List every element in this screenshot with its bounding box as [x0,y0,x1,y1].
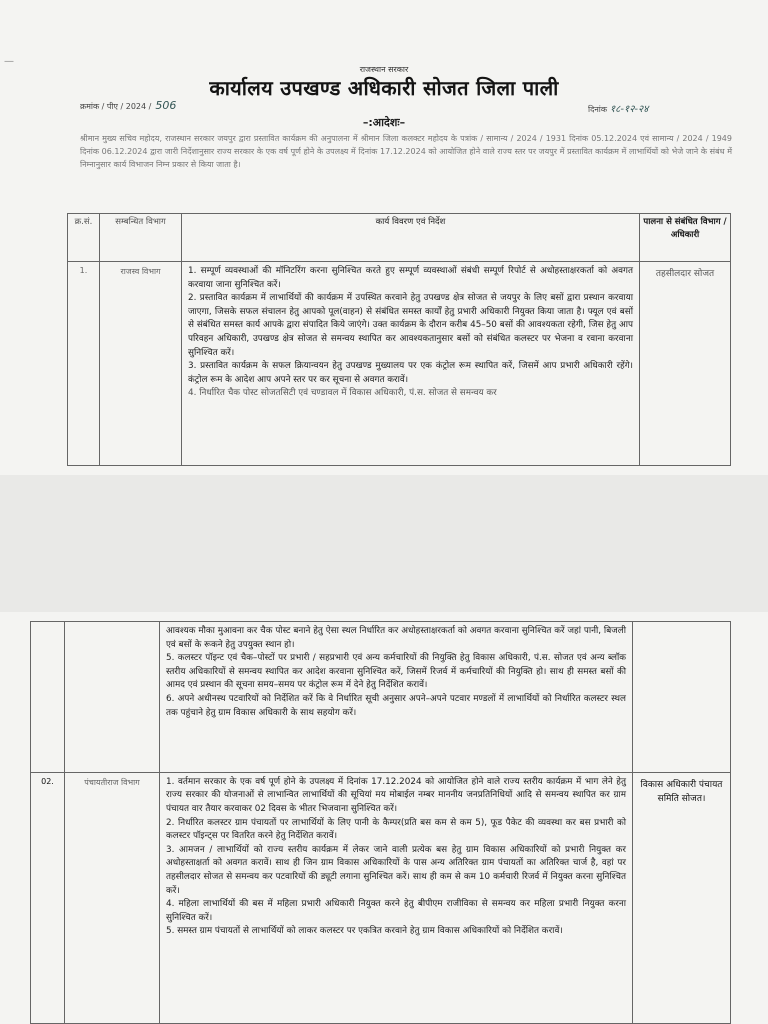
table-header-row [68,214,731,262]
document-page-1 [0,0,768,475]
reference-prefix: क्रमांक / पीए / 2024 / [80,102,152,111]
row-department: पंचायतीराज विभाग [65,772,160,1023]
date-label: दिनांक [588,105,607,114]
instruction-item: 1. वर्तमान सरकार के एक वर्ष पूर्ण होने के उपलक्ष्य में दिनांक 17.12.2024 को आयोजित होने वाले राज्य स्तरीय कार्यक्रम में भाग लेने हेतु राज्य सरकार की योजनाओं से लाभान्वित लाभार्थियों की सूचियां मय मोबाईल नम्बर माननीय जनप्रतिनिधियों आदि से समन्वय स्थापित कर ग्राम पंचायत वार तैयार करवाकर 02 दिवस के भीतर भिजवाना सुनिश्चित करें। [166,776,626,814]
instruction-item: 5. कलस्टर पॉइन्ट एवं चैक–पोस्टों पर प्रभारी / सहप्रभारी एवं अन्य कर्मचारियों की नियुक्ति हेतु विकास अधिकारी, पं.स. सोजत एवं अन्य ब्लॉक स्तरीय अधिकारियों से समन्वय स्थापित कर आदेश करवाना सुनिश्चित करें, जिसमें रिजर्व में कर्मचारियों की नियुक्ति हो। साथ ही समस्त बसों की आमद एवं प्रस्थान की सूचना समय–समय पर कंट्रोल रूम में देने हेतु निर्देशित करावें। [166,653,626,691]
instruction-item: 3. आमजन / लाभार्थियों को राज्य स्तरीय कार्यक्रम में लेकर जाने वाली प्रत्येक बस हेतु ग्राम विकास अधिकारियों को प्रभारी नियुक्त कर अधोहस्ताक्षर्ता को अवगत करावें। साथ ही जिन ग्राम विकास अधिकारियों के पास अन्य अतिरिक्त ग्राम पंचायतों का अतिरिक्त चार्ज है, वहां पर तहसीलदार सोजत से समन्वय कर पटवारियों की ड्यूटी लगाना सुनिश्चित करें। साथ ही कम से कम 10 कर्मचारी रिजर्व में नियुक्त करना सुनिश्चित करें। [166,844,626,896]
row-description [160,772,633,1023]
instruction-item: 6. अपने अधीनस्थ पटवारियों को निर्देशित करें कि वे निर्धारित सूची अनुसार अपने–अपने पटवार मण्डलों में लाभार्थियों को निर्धारित कलस्टर स्थल तक पहुंचाने हेतु ग्राम विकास अधिकारी के साथ सहयोग करें। [166,693,626,718]
row-serial-number: 1. [68,262,100,466]
government-label: राजस्थान सरकार [359,65,409,74]
instruction-item: 1. सम्पूर्ण व्यवस्थाओं की मॉनिटरिंग करना सुनिश्चित करते हुए सम्पूर्ण व्यवस्थाओं संबंधी सम्पूर्ण रिपोर्ट से अधोहस्ताक्षरकर्ता को अवगत करवाया जाना सुनिश्चित करें। [188,266,633,290]
reference-handwritten-number: 506 [155,99,177,112]
row-serial-number [31,622,65,773]
instruction-item: आवश्यक मौका मुआवना कर चैक पोस्ट बनाने हेतु ऐसा स्थल निर्धारित कर अधोहस्ताक्षरकर्ता को अवगत करवाना सुनिश्चित करें जहां पानी, बिजली एवं बसों के रूकने हेतु उपयुक्त स्थान हो। [166,626,626,650]
row-department: राजस्व विभाग [100,262,182,466]
row-responsible-officer: विकास अधिकारी पंचायत समिति सोजत। [633,772,731,1023]
date-handwritten-value: १८-१२-२४ [609,104,649,115]
work-division-table-page-1 [67,213,731,466]
order-heading: –:आदेशः– [362,116,406,129]
instruction-item: 5. समस्त ग्राम पंचायतों से लाभार्थियों को लाकर कलस्टर पर एकत्रित करवाने हेतु ग्राम विकास अधिकारियों को निर्देशित करावें। [166,926,563,937]
order-date [588,101,648,115]
header-department: सम्बन्धित विभाग [100,214,182,262]
row-responsible-officer: तहसीलदार सोजत [640,262,731,466]
instruction-item: 4. महिला लाभार्थियों की बस में महिला प्रभारी अधिकारी नियुक्त करने हेतु बीपीएम राजीविका से समन्वय कर महिला प्रभारी नियुक्त करना सुनिश्चित करें। [166,899,626,923]
table-row [31,772,731,1023]
intro-paragraph: श्रीमान मुख्य सचिव महोदय, राजस्थान सरकार जयपुर द्वारा प्रस्तावित कार्यक्रम की अनुपालना में श्रीमान जिला कलक्टर महोदय के पत्रांक / सामान्य / 2024 / 1931 दिनांक 05.12.2024 एवं सामान्य / 2024 / 1949 दिनांक 06.12.2024 द्वारा जारी निर्देशानुसार राज्य सरकार के एक वर्ष पूर्ण होने के उपलक्ष्य में दिनांक 17.12.2024 को आयोजित होने वाले राज्य स्तर पर जयपुर में प्रस्तावित कार्यक्रम में लाभार्थियों को भेजे जाने के संबंध में निम्नानुसार कार्य विभाजन निम्न प्रकार से किया जाता है। [80,134,732,169]
header-serial-number: क्र.सं. [68,214,100,262]
instruction-item: 2. निर्धारित कलस्टर ग्राम पंचायतों पर लाभार्थियों के लिए पानी के कैम्पर(प्रति बस कम से कम 5), फूड पैकेट की व्यवस्था कर बस प्रभारी को कलस्टर पॉइन्ट्स पर वितरित करने हेतु निर्देशित करावें। [166,817,626,842]
row-description [182,262,640,466]
row-department [65,622,160,773]
instruction-item: 2. प्रस्तावित कार्यक्रम में लाभार्थियों की कार्यक्रम में उपस्थित करवाने हेतु उपखण्ड क्षेत्र सोजत से जयपुर के लिए बसों द्वारा प्रस्थान करवाया जाएगा, जिसके सफल संचालन हेतु आपको पूल(वाहन) से संबंधित समस्त कार्यों हेतु प्रभारी अधिकारी नियुक्त किया जाता है। फ्यूल एवं बसों से संबंधित समस्त कार्य आपके द्वारा संपादित किये जाएंगे। उक्त कार्यक्रम के दौरान करीब 45–50 बसों की आवश्यकता रहेगी, जिस हेतु आप परिवहन अधिकारी, उपखण्ड क्षेत्र सोजत से समन्वय स्थापित कर आवश्यकतानुसार बसों को संबंधित कलस्टर पर भेजना व रवाना करवाना सुनिश्चित करें। [188,293,633,358]
reference-number [80,99,176,112]
office-title: कार्यालय उपखण्ड अधिकारी सोजत जिला पाली [209,76,559,100]
header-responsible-officer: पालना से संबंधित विभाग / अधिकारी [640,214,731,262]
margin-mark: — [4,56,14,67]
table-row [31,622,731,773]
row-serial-number: 02. [31,772,65,1023]
row-description [160,622,633,773]
instruction-item: 4. निर्धारित चैक पोस्ट सोजतसिटी एवं चण्डावल में विकास अधिकारी, पं.स. सोजत से समन्वय कर [188,388,497,399]
instruction-item: 3. प्रस्तावित कार्यक्रम के सफल क्रियान्वयन हेतु उपखण्ड मुख्यालय पर एक कंट्रोल रूम स्थापित करें, जिसमें आप प्रभारी अधिकारी रहेंगे। कंट्रोल रूम के आदेश आप अपने स्तर पर कर सूचना से अवगत करावें। [188,361,633,385]
work-division-table-page-2 [30,621,731,1024]
row-responsible-officer [633,622,731,773]
header-description: कार्य विवरण एवं निर्देश [182,214,640,262]
table-row [68,262,731,466]
